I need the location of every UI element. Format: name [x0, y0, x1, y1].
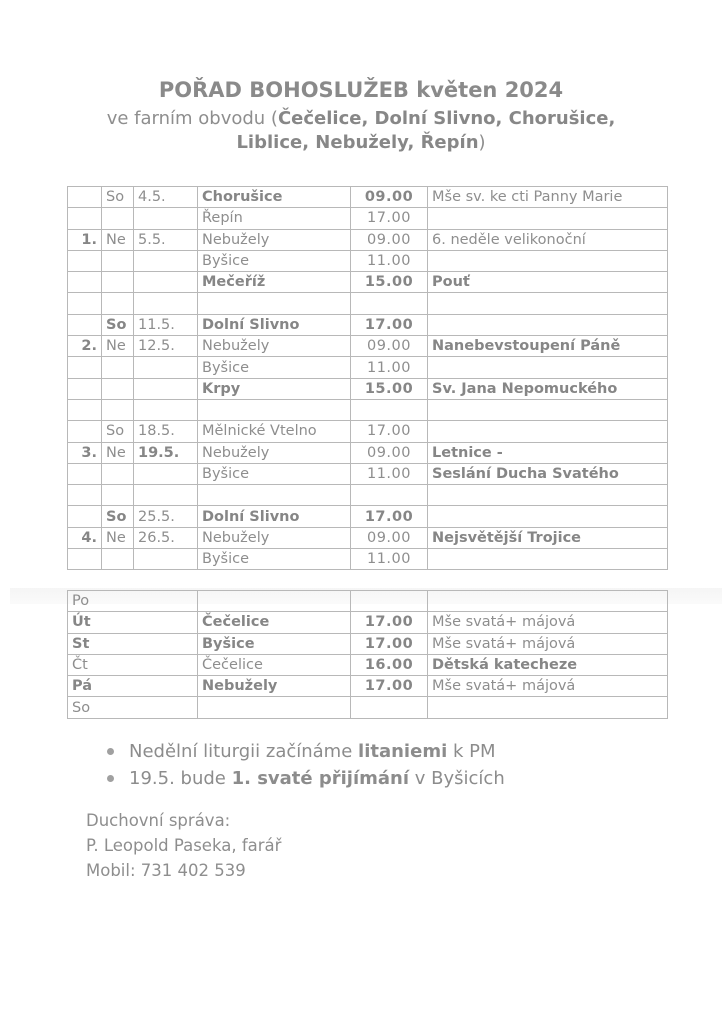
place-cell: Byšice [198, 549, 351, 570]
date-cell: 11.5. [134, 314, 198, 335]
time-cell: 11.00 [351, 357, 428, 378]
place-cell: Nebužely [198, 229, 351, 250]
page-title: POŘAD BOHOSLUŽEB květen 2024 [158, 78, 564, 102]
day-cell [102, 485, 134, 506]
date-cell: 12.5. [134, 336, 198, 357]
weekday-row [68, 612, 668, 633]
week-number [68, 463, 102, 484]
note-cell: Nanebevstoupení Páně [428, 336, 668, 357]
note-cell [428, 697, 668, 718]
note-cell: Dětská katecheze [428, 654, 668, 675]
place-cell [198, 591, 351, 612]
place-cell: Nebužely [198, 336, 351, 357]
week-number [68, 187, 102, 208]
place-cell: Nebužely [198, 676, 351, 697]
time-cell [351, 591, 428, 612]
place-cell: Mělnické Vtelno [198, 421, 351, 442]
date-cell [134, 485, 198, 506]
date-cell: 5.5. [134, 229, 198, 250]
note-text-bold: litaniemi [358, 741, 448, 762]
place-cell: Byšice [198, 357, 351, 378]
note-cell [428, 485, 668, 506]
date-cell [134, 378, 198, 399]
week-number [68, 314, 102, 335]
week-number [68, 421, 102, 442]
place-cell: Chorušice [198, 187, 351, 208]
date-cell: 25.5. [134, 506, 198, 527]
day-cell: Út [68, 612, 198, 633]
place-cell: Řepín [198, 208, 351, 229]
day-cell [102, 549, 134, 570]
date-cell [134, 399, 198, 420]
day-cell: So [102, 421, 134, 442]
schedule-row [68, 293, 668, 314]
note-text-after: k PM [447, 741, 496, 762]
note-cell [428, 357, 668, 378]
week-number [68, 549, 102, 570]
schedule-row [68, 527, 668, 548]
time-cell: 17.00 [351, 612, 428, 633]
day-cell: So [102, 187, 134, 208]
time-cell: 16.00 [351, 654, 428, 675]
note-cell: Pouť [428, 272, 668, 293]
time-cell: 17.00 [351, 314, 428, 335]
day-cell: Ne [102, 229, 134, 250]
place-cell [198, 293, 351, 314]
note-cell [428, 208, 668, 229]
place-cell [198, 399, 351, 420]
note-cell [428, 250, 668, 271]
time-cell: 17.00 [351, 676, 428, 697]
place-cell: Byšice [198, 633, 351, 654]
note-item [105, 765, 505, 792]
note-cell [428, 293, 668, 314]
weekday-schedule-table [67, 590, 668, 719]
schedule-row [68, 378, 668, 399]
date-cell [134, 357, 198, 378]
date-cell: 19.5. [134, 442, 198, 463]
day-cell: Ne [102, 527, 134, 548]
note-cell: Mše svatá+ májová [428, 612, 668, 633]
time-cell [351, 399, 428, 420]
day-cell [102, 293, 134, 314]
place-cell: Čečelice [198, 654, 351, 675]
note-cell [428, 506, 668, 527]
day-cell: Pá [68, 676, 198, 697]
week-number: 2. [68, 336, 102, 357]
schedule-row [68, 463, 668, 484]
day-cell: Ne [102, 442, 134, 463]
contact-phone: Mobil: 731 402 539 [86, 861, 246, 880]
bullet-icon [107, 748, 114, 755]
note-cell: Mše svatá+ májová [428, 633, 668, 654]
date-cell: 4.5. [134, 187, 198, 208]
subtitle-prefix: ve farním obvodu ( [106, 108, 278, 129]
note-cell: Seslání Ducha Svatého [428, 463, 668, 484]
note-cell [428, 399, 668, 420]
week-number: 1. [68, 229, 102, 250]
time-cell: 09.00 [351, 187, 428, 208]
note-item [105, 738, 505, 765]
time-cell: 17.00 [351, 421, 428, 442]
weekday-row [68, 654, 668, 675]
contact-heading: Duchovní správa: [86, 811, 231, 830]
day-cell [102, 357, 134, 378]
weekend-schedule-table [67, 186, 668, 570]
weekday-row [68, 697, 668, 718]
day-cell [102, 250, 134, 271]
schedule-row [68, 399, 668, 420]
week-number [68, 272, 102, 293]
schedule-row [68, 336, 668, 357]
day-cell [102, 463, 134, 484]
place-cell: Mečeříž [198, 272, 351, 293]
place-cell: Nebužely [198, 527, 351, 548]
week-number [68, 357, 102, 378]
note-cell: Mše sv. ke cti Panny Marie [428, 187, 668, 208]
schedule-row [68, 187, 668, 208]
note-cell: Sv. Jana Nepomuckého [428, 378, 668, 399]
note-text-before: Nedělní liturgii začínáme [129, 741, 359, 762]
place-cell: Byšice [198, 250, 351, 271]
day-cell [102, 272, 134, 293]
schedule-row [68, 485, 668, 506]
week-number [68, 208, 102, 229]
date-cell: 26.5. [134, 527, 198, 548]
contact-block [86, 808, 281, 883]
schedule-row [68, 314, 668, 335]
place-cell: Dolní Slivno [198, 506, 351, 527]
note-cell: 6. neděle velikonoční [428, 229, 668, 250]
week-number [68, 378, 102, 399]
day-cell: Ne [102, 336, 134, 357]
page-subtitle [0, 107, 722, 155]
time-cell: 11.00 [351, 250, 428, 271]
date-cell: 18.5. [134, 421, 198, 442]
schedule-row [68, 208, 668, 229]
place-cell: Dolní Slivno [198, 314, 351, 335]
week-number [68, 506, 102, 527]
time-cell: 09.00 [351, 442, 428, 463]
day-cell: St [68, 633, 198, 654]
note-cell [428, 591, 668, 612]
week-number: 4. [68, 527, 102, 548]
week-number [68, 485, 102, 506]
date-cell [134, 293, 198, 314]
schedule-row [68, 421, 668, 442]
subtitle-places-line1: Čečelice, Dolní Slivno, Chorušice, [277, 108, 616, 129]
time-cell: 15.00 [351, 272, 428, 293]
day-cell: So [102, 506, 134, 527]
day-cell [102, 208, 134, 229]
place-cell: Čečelice [198, 612, 351, 633]
day-cell: So [102, 314, 134, 335]
time-cell: 09.00 [351, 336, 428, 357]
note-text-bold: 1. svaté přijímání [231, 768, 410, 789]
time-cell: 17.00 [351, 506, 428, 527]
note-cell [428, 421, 668, 442]
note-text-before: 19.5. bude [129, 768, 232, 789]
time-cell: 17.00 [351, 633, 428, 654]
time-cell: 11.00 [351, 549, 428, 570]
time-cell [351, 485, 428, 506]
day-cell: So [68, 697, 198, 718]
schedule-row [68, 229, 668, 250]
note-cell: Letnice - [428, 442, 668, 463]
place-cell: Byšice [198, 463, 351, 484]
schedule-row [68, 272, 668, 293]
notes-list [105, 738, 505, 792]
time-cell: 15.00 [351, 378, 428, 399]
week-number [68, 399, 102, 420]
weekday-row [68, 633, 668, 654]
date-cell [134, 208, 198, 229]
place-cell: Nebužely [198, 442, 351, 463]
day-cell: Čt [68, 654, 198, 675]
schedule-row [68, 357, 668, 378]
week-number [68, 250, 102, 271]
note-cell [428, 549, 668, 570]
place-cell [198, 697, 351, 718]
time-cell [351, 293, 428, 314]
place-cell [198, 485, 351, 506]
time-cell: 17.00 [351, 208, 428, 229]
note-text-after: v Byšicích [409, 768, 505, 789]
time-cell: 09.00 [351, 229, 428, 250]
day-cell [102, 399, 134, 420]
schedule-row [68, 549, 668, 570]
contact-priest: P. Leopold Paseka, farář [86, 836, 282, 855]
subtitle-places-line2: Liblice, Nebužely, Řepín [236, 132, 479, 153]
date-cell [134, 549, 198, 570]
day-cell: Po [68, 591, 198, 612]
schedule-row [68, 442, 668, 463]
weekday-row [68, 591, 668, 612]
schedule-row [68, 250, 668, 271]
subtitle-suffix: ) [478, 132, 486, 153]
place-cell: Krpy [198, 378, 351, 399]
schedule-row [68, 506, 668, 527]
day-cell [102, 378, 134, 399]
weekday-row [68, 676, 668, 697]
note-cell: Mše svatá+ májová [428, 676, 668, 697]
time-cell [351, 697, 428, 718]
note-cell: Nejsvětější Trojice [428, 527, 668, 548]
week-number [68, 293, 102, 314]
note-cell [428, 314, 668, 335]
bullet-icon [107, 775, 114, 782]
time-cell: 11.00 [351, 463, 428, 484]
time-cell: 09.00 [351, 527, 428, 548]
date-cell [134, 250, 198, 271]
week-number: 3. [68, 442, 102, 463]
date-cell [134, 272, 198, 293]
date-cell [134, 463, 198, 484]
